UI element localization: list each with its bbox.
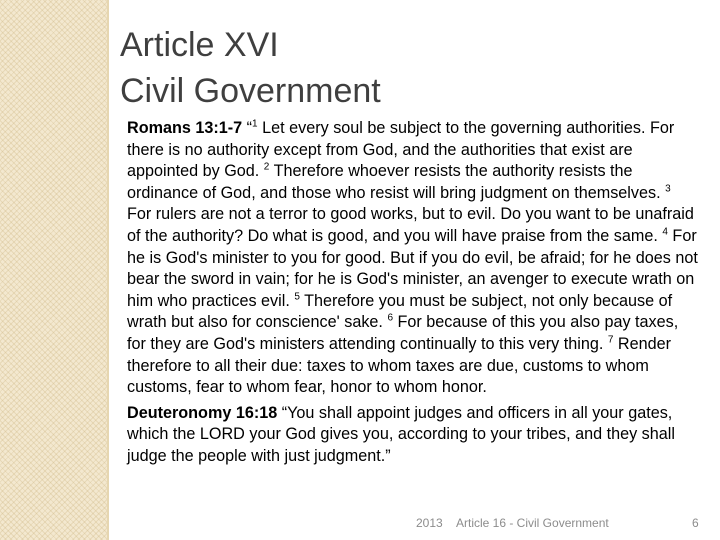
deuteronomy-text: “You shall appoint judges and officers in all your gates, which the LORD your God gives you, according to your tribes, and they shall judge the people with just judgment.”: [127, 403, 675, 465]
slide-body: [127, 118, 699, 468]
verse-number-6: 6: [387, 312, 393, 324]
verse-text-6: For because of this you also pay taxes, for they are God's ministers attending continually to this very thing.: [127, 313, 679, 353]
verse-text-2: Therefore whoever resists the authority resists the ordinance of God, and those who resist will bring judgment on themselves.: [127, 162, 666, 202]
deuteronomy-reference: Deuteronomy 16:18: [127, 403, 278, 422]
quote-open: “: [242, 119, 253, 137]
verse-text-7: Render therefore to all their due: taxes to whom taxes are due, customs to whom customs, fear to whom fear, honor to whom honor.: [127, 334, 672, 397]
verse-number-5: 5: [294, 291, 300, 303]
slide-title-line-2: Civil Government: [120, 72, 381, 110]
decorative-sidebar: [0, 0, 107, 540]
verse-number-7: 7: [607, 334, 614, 346]
verse-text-4: For he is God's minister to you for good. But if you do evil, be afraid; for he does not bear the sword in vain; for he is God's minister, an avenger to execute wrath on him who practices evil.: [127, 226, 698, 310]
verse-number-1: 1: [252, 118, 258, 130]
slide-title: [120, 22, 381, 114]
sidebar-divider: [107, 0, 109, 540]
verse-text-3: For rulers are not a terror to good works, but to evil. Do you want to be unafraid of the authority? Do what is good, and you will have praise from the same.: [127, 205, 694, 245]
slide-title-line-1: Article XVI: [120, 26, 279, 64]
verse-text-5: Therefore you must be subject, not only because of wrath but also for conscience' sake.: [127, 291, 673, 332]
verse-text-1: Let every soul be subject to the governing authorities. For there is no authority except from God, and the authorities that exist are appointed by God.: [127, 119, 675, 181]
verse-number-3: 3: [665, 183, 671, 195]
footer-year: 2013: [416, 516, 443, 530]
slide-number: 6: [692, 516, 699, 530]
romans-passage: [127, 118, 699, 399]
verse-number-2: 2: [263, 161, 270, 173]
footer-title: Article 16 - Civil Government: [456, 516, 609, 530]
deuteronomy-passage: [127, 403, 699, 468]
romans-reference: Romans 13:1-7: [127, 119, 243, 137]
verse-number-4: 4: [662, 226, 668, 238]
